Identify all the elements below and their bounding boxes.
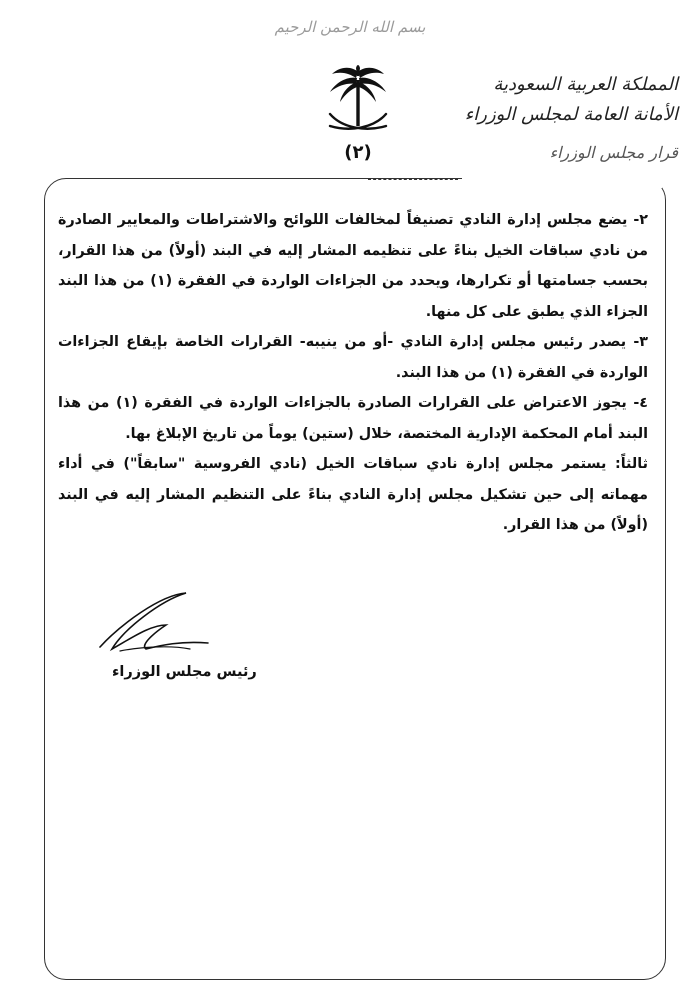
palm-swords-emblem	[322, 62, 394, 154]
paragraph-item-2: ٢- يضع مجلس إدارة النادي تصنيفاً لمخالفات اللوائح والاشتراطات والمعايير الصادرة من نادي سباقات الخيل بناءً على تنظيمه المشار إليه في البند (أولاً) من هذا القرار، بحسب جسامتها أو تكرارها، ويحدد من الجزاءات الواردة في الفقرة (١) من هذا البند الجزاء الذي يطبق على كل منها.	[58, 212, 648, 320]
letterhead-country: المملكة العربية السعودية	[493, 74, 678, 95]
basmala: بسم الله الرحمن الرحيم	[274, 18, 426, 36]
signature	[90, 585, 220, 665]
letterhead-decision: قرار مجلس الوزراء	[549, 143, 678, 162]
paragraph-third: ثالثاً: يستمر مجلس إدارة نادي سباقات الخيل (نادي الفروسية "سابقاً") في أداء مهماته إلى حين تشكيل مجلس إدارة النادي بناءً على التنظيم المشار إليه في البند (أولاً) من هذا القرار.	[58, 456, 648, 533]
signer-title: رئيس مجلس الوزراء	[112, 664, 257, 680]
paragraph-item-4: ٤- يجوز الاعتراض على القرارات الصادرة بالجزاءات الواردة في الفقرة (١) من هذا البند أمام المحكمة الإدارية المختصة، خلال (ستين) يوماً من تاريخ الإبلاغ بها.	[58, 395, 648, 442]
decision-body	[58, 205, 648, 541]
paragraph-item-3: ٣- يصدر رئيس مجلس إدارة النادي -أو من ينيبه- القرارات الخاصة بإيقاع الجزاءات الواردة في الفقرة (١) من هذا البند.	[58, 334, 648, 381]
frame-divider	[368, 179, 458, 180]
letterhead	[448, 70, 678, 168]
page-number: (٢)	[344, 142, 372, 163]
letterhead-secretariat: الأمانة العامة لمجلس الوزراء	[464, 104, 678, 125]
frame-gap	[462, 168, 662, 188]
